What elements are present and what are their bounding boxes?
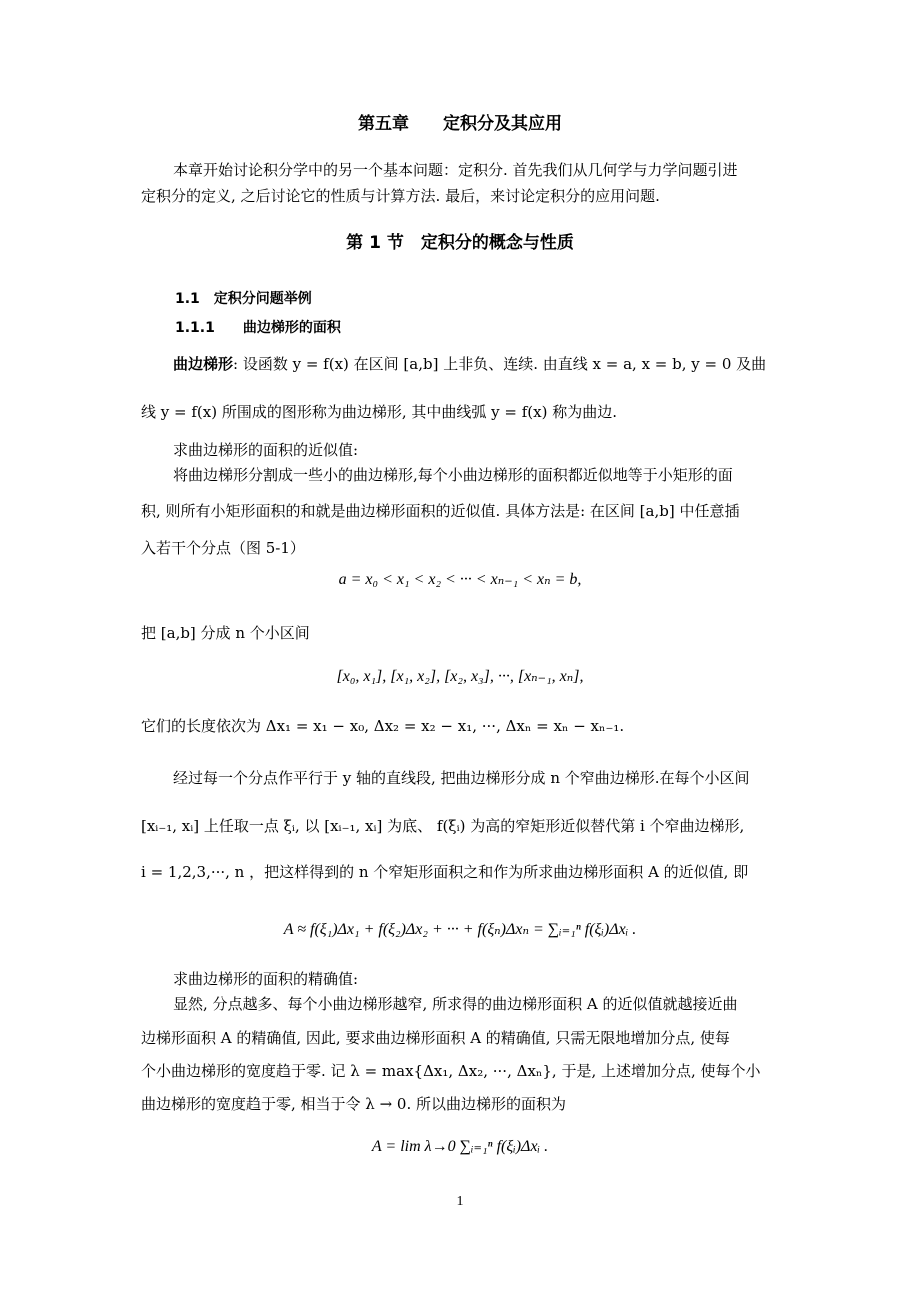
- lengths-line: 它们的长度依次为 Δx₁ = x₁ − x₀, Δx₂ = x₂ − x₁, ···, Δxₙ = xₙ − xₙ₋₁.: [141, 717, 625, 735]
- para2-line-1: 经过每一个分点作平行于 y 轴的直线段, 把曲边梯形分成 n 个窄曲边梯形.在每个小区间: [173, 769, 750, 787]
- exact-para-line-4: 曲边梯形的宽度趋于零, 相当于令 λ → 0. 所以曲边梯形的面积为: [141, 1095, 566, 1113]
- approx-heading: 求曲边梯形的面积的近似值:: [173, 441, 359, 459]
- intro-line-1: 本章开始讨论积分学中的另一个基本问题：定积分. 首先我们从几何学与力学问题引进: [173, 161, 738, 179]
- divide-line: 把 [a,b] 分成 n 个小区间: [141, 624, 310, 642]
- limit-equation: A = lim λ→0 ∑ᵢ₌₁ⁿ f(ξᵢ)Δxᵢ .: [371, 1138, 549, 1155]
- subsubsection-heading: 1.1.1 曲边梯形的面积: [175, 320, 341, 336]
- approx-para-line-2: 积, 则所有小矩形面积的和就是曲边梯形面积的近似值. 具体方法是: 在区间 [a,b] 中任意插: [141, 502, 740, 520]
- partition-equation: a = x₀ < x₁ < x₂ < ··· < xₙ₋₁ < xₙ = b,: [338, 571, 582, 588]
- definition-text: : 设函数 y = f(x) 在区间 [a,b] 上非负、连续. 由直线 x = a, x = b, y = 0 及曲: [233, 355, 767, 373]
- para2-line-2: [xᵢ₋₁, xᵢ] 上任取一点 ξᵢ, 以 [xᵢ₋₁, xᵢ] 为底、 f(ξᵢ) 为高的窄矩形近似替代第 i 个窄曲边梯形,: [141, 817, 745, 835]
- exact-para-line-3: 个小曲边梯形的宽度趋于零. 记 λ = max{Δx₁, Δx₂, ···, Δxₙ}, 于是, 上述增加分点, 使每个小: [141, 1062, 761, 1080]
- riemann-sum-equation: A ≈ f(ξ₁)Δx₁ + f(ξ₂)Δx₂ + ··· + f(ξₙ)Δxₙ = ∑ᵢ₌₁ⁿ f(ξᵢ)Δxᵢ .: [283, 921, 637, 938]
- intervals-equation: [x₀, x₁], [x₁, x₂], [x₂, x₃], ···, [xₙ₋₁, xₙ],: [336, 668, 584, 685]
- subsection-heading: 1.1 定积分问题举例: [175, 291, 312, 307]
- intro-line-2: 定积分的定义, 之后讨论它的性质与计算方法. 最后，来讨论定积分的应用问题.: [141, 187, 660, 205]
- exact-heading: 求曲边梯形的面积的精确值:: [173, 970, 359, 988]
- approx-para-line-3: 入若干个分点（图 5-1）: [141, 539, 305, 557]
- definition-term: 曲边梯形: [173, 355, 234, 373]
- section-title: 第 1 节 定积分的概念与性质: [346, 233, 574, 253]
- exact-para-line-2: 边梯形面积 A 的精确值, 因此, 要求曲边梯形面积 A 的精确值, 只需无限地增加分点, 使每: [141, 1029, 730, 1047]
- approx-para-line-1: 将曲边梯形分割成一些小的曲边梯形,每个小曲边梯形的面积都近似地等于小矩形的面: [173, 466, 733, 484]
- definition-line-1: [173, 354, 766, 374]
- chapter-title: 第五章 定积分及其应用: [358, 114, 562, 134]
- exact-para-line-1: 显然, 分点越多、每个小曲边梯形越窄, 所求得的曲边梯形面积 A 的近似值就越接近曲: [173, 995, 738, 1013]
- para2-line-3: i = 1,2,3,···, n ，把这样得到的 n 个窄矩形面积之和作为所求曲边梯形面积 A 的近似值, 即: [141, 863, 749, 881]
- page-number: 1: [456, 1194, 464, 1209]
- definition-line-2: 线 y = f(x) 所围成的图形称为曲边梯形, 其中曲线弧 y = f(x) 称为曲边.: [141, 403, 617, 421]
